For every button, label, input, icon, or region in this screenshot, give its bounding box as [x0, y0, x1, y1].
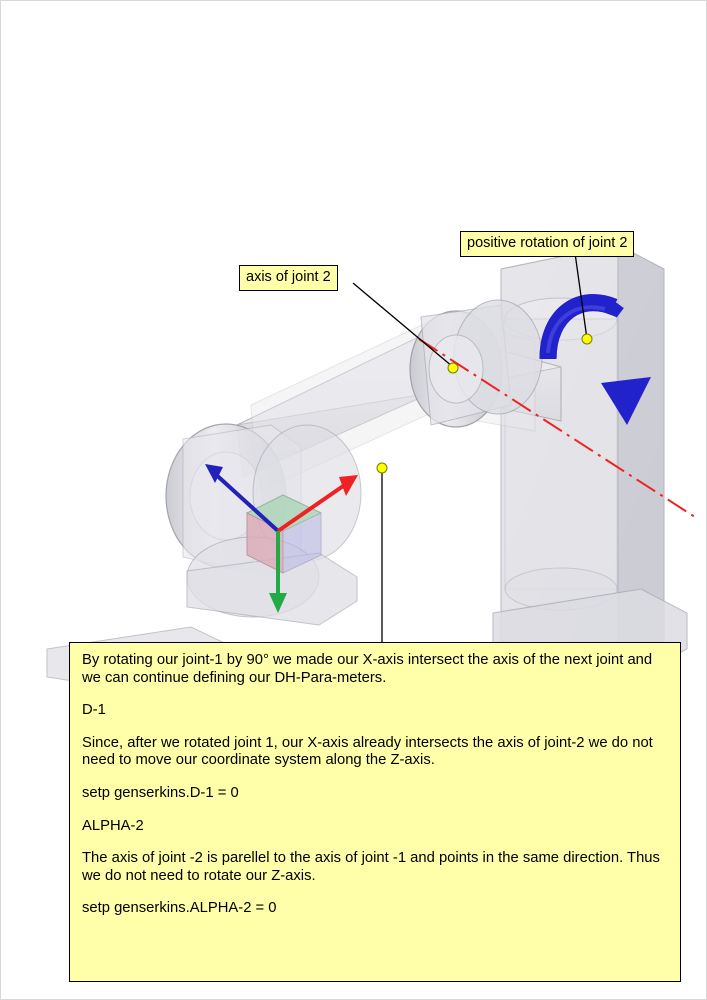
note-heading-alpha2: ALPHA-2 [82, 817, 144, 834]
callout-axis-of-joint-2-label: axis of joint 2 [246, 269, 331, 285]
note-heading-d1: D-1 [82, 702, 106, 719]
note-command-alpha2: setp genserkins.ALPHA-2 = 0 [82, 900, 277, 917]
note-paragraph-alpha2: The axis of joint -2 is parellel to the axis of joint -1 and points in the same direction. Thus we do not need to rotate our Z-axis. [82, 850, 660, 884]
note-paragraph-intro: By rotating our joint-1 by 90° we made our X-axis intersect the axis of the next joint and we can continue defining our DH-Para-meters. [82, 652, 653, 686]
callout-axis-of-joint-2 [239, 265, 338, 291]
note-paragraph-d1: Since, after we rotated joint 1, our X-axis already intersects the axis of joint-2 we do not need to move our coordinate system along the Z-axis. [82, 734, 653, 769]
callout-positive-rotation-of-joint-2 [460, 231, 634, 257]
callout-positive-rotation-label: positive rotation of joint 2 [467, 235, 628, 251]
note-command-d1: setp genserkins.D-1 = 0 [82, 784, 239, 801]
explanation-note-box [69, 642, 681, 982]
